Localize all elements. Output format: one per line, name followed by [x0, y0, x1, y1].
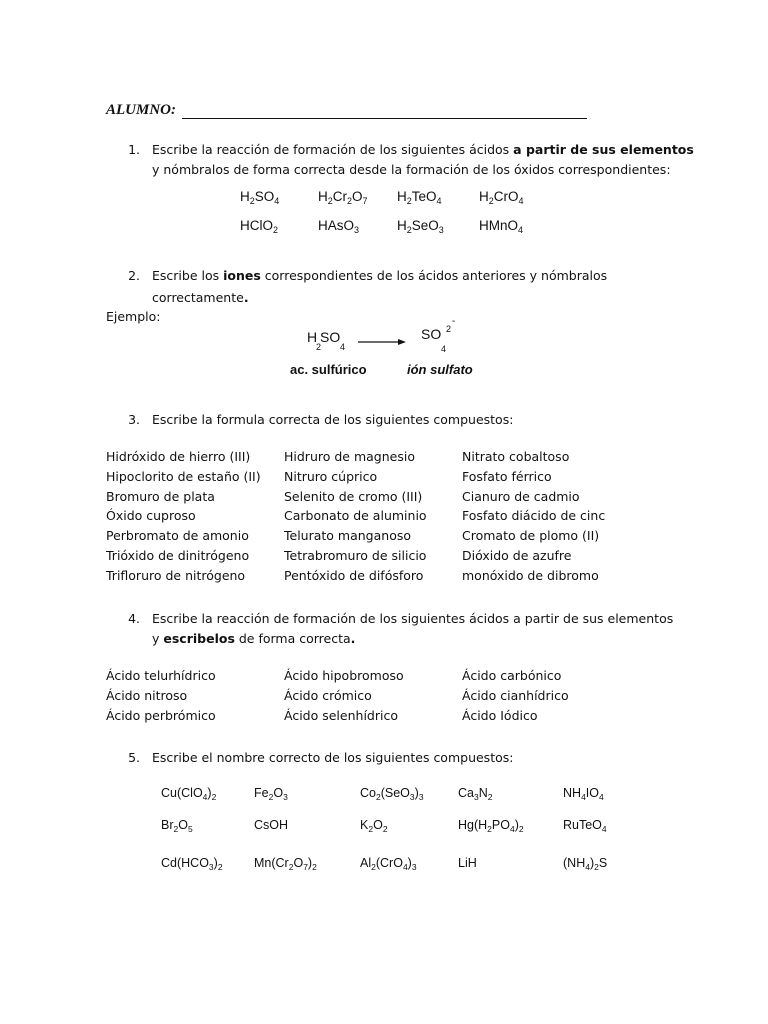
q5-formula: $NH_4IO_4$	[563, 786, 604, 802]
example-ion-so: SO	[421, 326, 442, 342]
q3-number: 3.	[128, 412, 140, 427]
q3-text: Escribe la formula correcta de los siguientes compuestos:	[152, 412, 514, 427]
q2-line1-bold: iones	[223, 268, 261, 283]
q3-item: Pentóxido de difósforo	[284, 567, 424, 583]
q5-formula: $K_2O_2$	[360, 818, 388, 834]
q4-item: Ácido hipobromoso	[284, 668, 404, 683]
q4-line2-dot: .	[350, 631, 356, 646]
q5-text: Escribe el nombre correcto de los siguientes compuestos:	[152, 750, 514, 765]
example-acid-so-sub: 4	[340, 342, 346, 352]
q2-line2-text: correctamente	[152, 290, 244, 305]
q4-number: 4.	[128, 611, 140, 626]
q4-line2-post: de forma correcta	[234, 631, 351, 646]
q3-item: Fosfato diácido de cinc	[462, 508, 606, 524]
q3-item: Hidruro de magnesio	[284, 449, 415, 464]
example-ion-sup: 2	[446, 324, 452, 334]
q1-formula: HMnO$_4$	[479, 218, 524, 235]
example-ion-name: ión sulfato	[407, 362, 473, 377]
q3-item: Hipoclorito de estaño (II)	[106, 468, 261, 484]
q1-line2: y nómbralos de forma correcta desde la formación de los óxidos correspondientes:	[152, 162, 671, 177]
q5-formula: $Al_2(CrO_4)_3$	[360, 856, 417, 872]
q3-item: Trifloruro de nitrógeno	[106, 567, 246, 583]
q5-formula: $Co_2(SeO_3)_3$	[360, 786, 424, 802]
q5-formula: $Br_2O_5$	[161, 818, 193, 834]
q3-column-2	[284, 449, 427, 588]
q1-formula: $H_2TeO_4$	[397, 189, 442, 206]
q1-formula: $H_2SO_4$	[240, 189, 280, 206]
student-label: ALUMNO:	[106, 102, 176, 118]
q5-formula: RuTeO$_4$	[563, 818, 607, 834]
q4-line2	[152, 631, 355, 646]
q3-item: Perbromato de amonio	[106, 528, 249, 544]
q4-item: Ácido Iódico	[462, 707, 538, 723]
q3-item: monóxido de dibromo	[462, 567, 599, 583]
q3-item: Bromuro de plata	[106, 488, 215, 504]
q4-item: Ácido crómico	[284, 687, 372, 703]
q3-item: Selenito de cromo (III)	[284, 488, 423, 504]
q1-line1	[152, 142, 694, 157]
q3-item: Telurato manganoso	[284, 528, 412, 544]
q4-column-2	[284, 668, 404, 727]
q1-line1-text: Escribe la reacción de formación de los siguientes ácidos	[152, 142, 514, 157]
q5-formula: $(NH_4)_2S$	[563, 856, 608, 872]
q3-column-1	[106, 449, 261, 588]
q5-formula: $Hg(H_2PO_4)_2$	[458, 818, 524, 834]
q3-item: Carbonato de aluminio	[284, 508, 427, 524]
q4-item: Ácido carbónico	[462, 668, 562, 683]
q2-line1-post: correspondientes de los ácidos anteriores y nómbralos	[260, 268, 608, 283]
example-ion-sub: 4	[441, 344, 447, 354]
q4-item: Ácido nitroso	[106, 687, 188, 703]
q4-item: Ácido selenhídrico	[284, 707, 398, 723]
example-acid-h: H	[307, 329, 318, 345]
q5-formula: $Ca_3N_2$	[458, 786, 493, 802]
q1-formula: $H_2SeO_3$	[397, 218, 444, 235]
q2-line1	[152, 268, 607, 283]
q2-line1-pre: Escribe los	[152, 268, 224, 283]
q5-formula: $Cd(HCO_3)_2$	[161, 856, 223, 872]
q3-column-3	[462, 449, 605, 588]
q3-item: Fosfato férrico	[462, 468, 552, 484]
q5-formula: $Mn(Cr_2O_7)_2$	[254, 856, 317, 872]
q5-formula: LiH	[458, 856, 477, 870]
q4-line1: Escribe la reacción de formación de los siguientes ácidos a partir de sus elementos	[152, 611, 674, 626]
q1-line1-bold: a partir de sus elementos	[513, 142, 694, 157]
reaction-arrow-icon	[356, 336, 408, 348]
q5-formula: $Fe_2O_3$	[254, 786, 288, 802]
q4-item: Ácido telurhídrico	[106, 668, 216, 683]
example-acid-h-sub: 2	[316, 342, 322, 352]
q3-item: Tetrabromuro de silicio	[284, 547, 427, 563]
q5-formula: $Cu(ClO_4)_2$	[161, 786, 217, 802]
q2-number: 2.	[128, 268, 140, 283]
q4-item: Ácido perbrómico	[106, 707, 216, 723]
example-acid-so: SO	[320, 329, 341, 345]
q1-formula: $H_2Cr_2O_7$	[318, 189, 368, 206]
q3-item: Óxido cuproso	[106, 508, 196, 524]
q1-number: 1.	[128, 142, 140, 157]
q1-formula: HClO$_2$	[240, 218, 279, 235]
q3-item: Trióxido de dinitrógeno	[106, 547, 250, 563]
q4-item: Ácido cianhídrico	[462, 687, 569, 703]
q3-item: Cromato de plomo (II)	[462, 528, 600, 544]
q1-formula: HAsO$_3$	[318, 218, 360, 235]
q2-line2	[152, 290, 249, 305]
q2-line2-dot: .	[243, 290, 249, 305]
example-acid-name: ac. sulfúrico	[290, 362, 367, 377]
q4-line2-bold: escribelos	[163, 631, 235, 646]
q3-item: Hidróxido de hierro (III)	[106, 449, 251, 464]
student-name-line[interactable]	[182, 104, 587, 119]
q3-item: Cianuro de cadmio	[462, 488, 580, 504]
q4-column-3	[462, 668, 569, 727]
q3-item: Dióxido de azufre	[462, 547, 572, 563]
example-ion-charge: -	[452, 316, 456, 327]
q3-item: Nitruro cúprico	[284, 468, 378, 484]
example-label: Ejemplo:	[106, 309, 161, 324]
q1-formula: $H_2CrO_4$	[479, 189, 524, 206]
q4-line2-pre: y	[152, 631, 164, 646]
q5-number: 5.	[128, 750, 140, 765]
q3-item: Nitrato cobaltoso	[462, 449, 570, 464]
q5-formula: CsOH	[254, 818, 289, 832]
q4-column-1	[106, 668, 216, 727]
